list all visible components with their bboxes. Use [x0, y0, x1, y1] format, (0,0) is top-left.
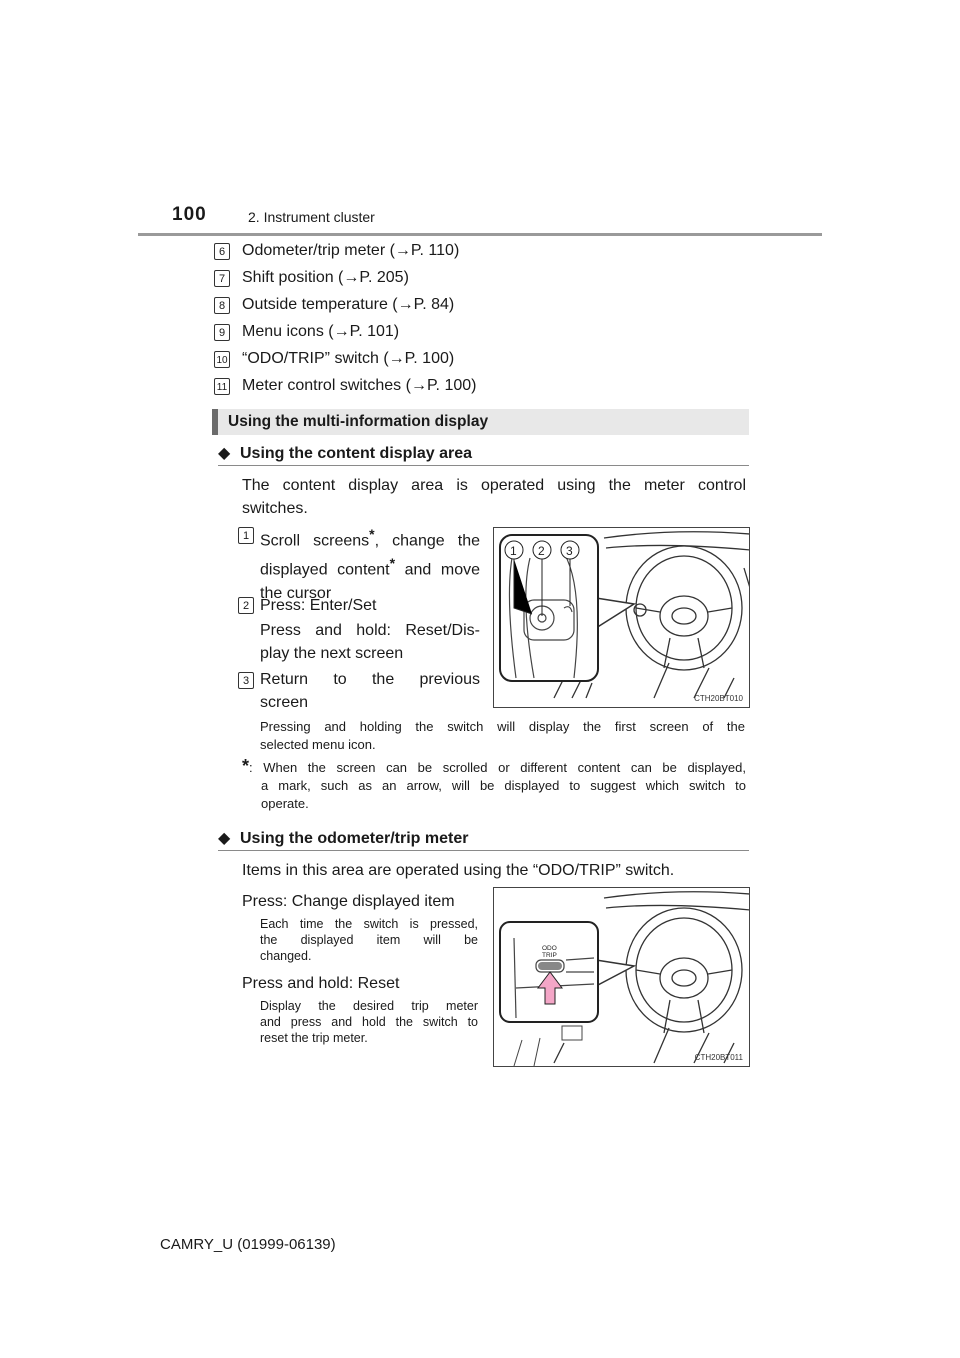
intro-text: The content display area is operated using the meter control switches.	[242, 477, 746, 517]
list-item: Outside temperature (→P. 84)	[242, 296, 455, 313]
section-banner	[212, 409, 749, 435]
item-2-text: Press: Enter/Set Press and hold: Reset/Dis- play the next screen	[260, 597, 480, 662]
odometer-intro: Items in this area are operated using the “ODO/TRIP” switch.	[242, 862, 675, 879]
note-text: Pressing and holding the switch will display the first screen of the selected menu icon.	[260, 719, 745, 752]
header-rule	[138, 233, 822, 236]
footnote: *: When the screen can be scrolled or different content can be displayed, a mark, such as an arrow, will be displayed to suggest which switch to operate.	[242, 756, 746, 811]
meter-switch-figure	[493, 527, 750, 708]
odo-trip-illustration	[494, 888, 750, 1067]
badge-9: 9	[214, 324, 230, 341]
callout-2: 2	[538, 544, 545, 558]
list-item: Menu icons (→P. 101)	[242, 323, 400, 340]
diamond-icon: ◆	[218, 830, 231, 847]
badge-2: 2	[238, 597, 254, 614]
press-label: Press: Change displayed item	[242, 893, 455, 910]
subsection-heading: ◆ Using the content display area	[218, 445, 473, 462]
badge-3: 3	[238, 672, 254, 689]
diamond-icon: ◆	[218, 445, 231, 462]
subsection-rule	[218, 465, 749, 466]
badge-6: 6	[214, 243, 230, 260]
badge-11: 11	[214, 378, 230, 395]
list-item: Meter control switches (→P. 100)	[242, 377, 477, 394]
subsection-heading-odometer: ◆ Using the odometer/trip meter	[218, 830, 469, 847]
figure-code: CTH20BT010	[694, 694, 743, 703]
switch-label-odo: ODO	[542, 945, 557, 952]
badge-1: 1	[238, 527, 254, 544]
odo-trip-figure	[493, 887, 750, 1067]
press-desc: Each time the switch is pressed, the displayed item will be changed.	[260, 917, 478, 963]
switch-label-trip: TRIP	[542, 952, 557, 959]
figure-code: CTH20BT011	[694, 1053, 743, 1062]
steering-wheel-illustration	[494, 528, 750, 708]
hold-label: Press and hold: Reset	[242, 975, 400, 992]
list-item: Shift position (→P. 205)	[242, 269, 409, 286]
item-3-text: Return to the previous screen	[260, 671, 480, 711]
section-title: 2. Instrument cluster	[248, 209, 375, 225]
subsection-rule	[218, 850, 749, 851]
hold-desc: Display the desired trip meter and press and hold the switch to reset the trip meter.	[260, 999, 478, 1045]
list-item: “ODO/TRIP” switch (→P. 100)	[242, 350, 455, 367]
callout-3: 3	[566, 544, 573, 558]
banner-title: Using the multi-information display	[228, 413, 489, 430]
footer-model-code: CAMRY_U (01999-06139)	[160, 1236, 336, 1253]
item-1-text: Scroll screens*, change the displayed content* and move the cursor	[260, 526, 481, 602]
badge-10: 10	[214, 351, 230, 368]
footnote-mark: *	[242, 756, 250, 776]
page-number: 100	[172, 204, 207, 225]
list-item: Odometer/trip meter (→P. 110)	[242, 242, 460, 259]
badge-8: 8	[214, 297, 230, 314]
badge-7: 7	[214, 270, 230, 287]
callout-1: 1	[510, 544, 517, 558]
